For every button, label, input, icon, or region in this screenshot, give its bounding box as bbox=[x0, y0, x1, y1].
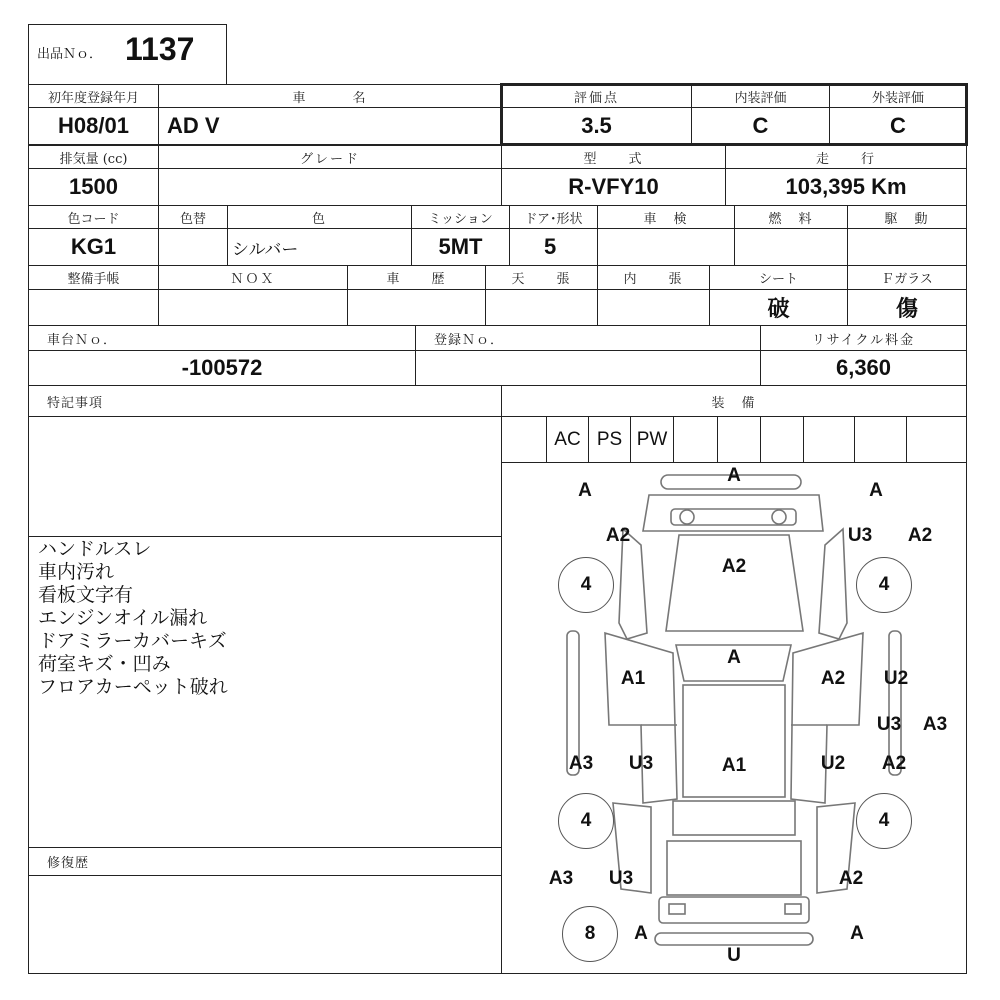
glass-label: Ｆガラス bbox=[847, 265, 967, 290]
maint-value bbox=[28, 289, 159, 326]
mileage-value: 103,395 Km bbox=[725, 168, 967, 206]
nox-value bbox=[158, 289, 348, 326]
first-reg-value: H08/01 bbox=[28, 107, 159, 145]
damage-mark: U3 bbox=[628, 753, 654, 774]
damage-mark: A bbox=[634, 923, 648, 944]
damage-mark: A2 bbox=[820, 668, 846, 689]
recycle-label: リサイクル料金 bbox=[760, 325, 967, 351]
note-line: エンジンオイル漏れ bbox=[38, 607, 208, 629]
damage-mark: A2 bbox=[907, 525, 933, 546]
interior-value: C bbox=[691, 107, 830, 145]
hood-shape bbox=[666, 535, 803, 631]
equip-ps: PS bbox=[588, 416, 631, 463]
model-value: R-VFY10 bbox=[501, 168, 726, 206]
reg-value bbox=[415, 350, 761, 386]
seat-label: シート bbox=[709, 265, 848, 290]
equip-cell bbox=[906, 416, 967, 463]
note-line: 荷室キズ・凹み bbox=[38, 653, 171, 675]
lot-box bbox=[28, 24, 227, 85]
damage-mark: U3 bbox=[876, 714, 902, 735]
inspection-value bbox=[597, 228, 735, 266]
equip-cell bbox=[854, 416, 907, 463]
tire-front-left: 4 bbox=[558, 557, 614, 613]
equip-ac: AC bbox=[546, 416, 589, 463]
car-name-value: AD V bbox=[158, 107, 502, 145]
mission-value: 5MT bbox=[411, 228, 510, 266]
score-label: 評価点 bbox=[501, 84, 692, 108]
mission-label: ミッション bbox=[411, 205, 510, 229]
history-value bbox=[347, 289, 486, 326]
interior-label: 内装評価 bbox=[691, 84, 830, 108]
front-emblem-shape bbox=[680, 510, 694, 524]
damage-mark: U3 bbox=[608, 868, 634, 889]
repair-area bbox=[28, 875, 502, 974]
note-line: フロアカーペット破れ bbox=[38, 676, 228, 698]
displacement-label: 排気量 (cc) bbox=[28, 145, 159, 169]
damage-mark: A1 bbox=[620, 668, 646, 689]
roof-shape bbox=[683, 685, 785, 797]
repaint-value bbox=[158, 228, 228, 266]
color-code-label: 色コード bbox=[28, 205, 159, 229]
chassis-value: -100572 bbox=[28, 350, 416, 386]
damage-mark: A2 bbox=[605, 525, 631, 546]
rear-bumper-shape bbox=[655, 933, 813, 945]
damage-mark: A2 bbox=[721, 556, 747, 577]
damage-mark: A2 bbox=[838, 868, 864, 889]
damage-mark: A bbox=[578, 480, 592, 501]
rear-window-shape bbox=[673, 801, 795, 835]
right-fender-shape bbox=[819, 529, 847, 639]
notes-divider bbox=[28, 536, 502, 537]
left-doors-shape bbox=[605, 633, 677, 803]
grade-label: グレード bbox=[158, 145, 502, 169]
rear-lamp-shape bbox=[669, 904, 685, 914]
inner-label: 内 張 bbox=[597, 265, 710, 290]
damage-mark: A bbox=[869, 480, 883, 501]
car-name-label: 車 名 bbox=[158, 84, 502, 108]
seat-value: 破 bbox=[709, 289, 848, 326]
reg-label: 登録Ｎｏ． bbox=[415, 325, 761, 351]
damage-mark: A bbox=[727, 465, 741, 486]
displacement-value: 1500 bbox=[28, 168, 159, 206]
damage-mark: A3 bbox=[548, 868, 574, 889]
fuel-label: 燃 料 bbox=[734, 205, 848, 229]
drive-label: 駆 動 bbox=[847, 205, 967, 229]
damage-mark: A bbox=[727, 647, 741, 668]
note-line: 看板文字有 bbox=[38, 584, 134, 606]
note-line: ハンドルスレ bbox=[38, 538, 152, 560]
color-code-value: KG1 bbox=[28, 228, 159, 266]
damage-mark: A2 bbox=[881, 753, 907, 774]
first-reg-label: 初年度登録年月 bbox=[28, 84, 159, 108]
tailgate-shape bbox=[667, 841, 801, 895]
notes-list bbox=[38, 538, 228, 699]
glass-value: 傷 bbox=[847, 289, 967, 326]
exterior-label: 外装評価 bbox=[829, 84, 967, 108]
equip-pw: PW bbox=[630, 416, 674, 463]
lot-number: 1137 bbox=[125, 31, 195, 67]
color-value: シルバー bbox=[227, 228, 412, 266]
recycle-value: 6,360 bbox=[760, 350, 967, 386]
damage-mark: A3 bbox=[922, 714, 948, 735]
rear-lamp-shape bbox=[785, 904, 801, 914]
right-doors-shape bbox=[791, 633, 863, 803]
exterior-value: C bbox=[829, 107, 967, 145]
damage-mark: A bbox=[850, 923, 864, 944]
damage-mark: U2 bbox=[883, 668, 909, 689]
mileage-label: 走 行 bbox=[725, 145, 967, 169]
damage-mark: A1 bbox=[721, 755, 747, 776]
equip-cell bbox=[760, 416, 804, 463]
equip-cell bbox=[717, 416, 761, 463]
history-label: 車 歴 bbox=[347, 265, 486, 290]
nox-label: ＮＯＸ bbox=[158, 265, 348, 290]
repaint-label: 色替 bbox=[158, 205, 228, 229]
damage-mark: A3 bbox=[568, 753, 594, 774]
notes-label: 特記事項 bbox=[28, 385, 502, 417]
tire-rear-left: 4 bbox=[558, 793, 614, 849]
equip-cell bbox=[501, 416, 547, 463]
tire-rear-right: 4 bbox=[856, 793, 912, 849]
damage-mark: U2 bbox=[820, 753, 846, 774]
roof-value bbox=[485, 289, 598, 326]
note-line: ドアミラーカバーキズ bbox=[38, 630, 227, 652]
tire-spare: 8 bbox=[562, 906, 618, 962]
fuel-value bbox=[734, 228, 848, 266]
note-line: 車内汚れ bbox=[38, 561, 115, 583]
maint-label: 整備手帳 bbox=[28, 265, 159, 290]
roof-label: 天 張 bbox=[485, 265, 598, 290]
door-value: 5 bbox=[509, 228, 598, 266]
rear-panel-shape bbox=[659, 897, 809, 923]
damage-mark: U bbox=[727, 945, 741, 966]
model-label: 型 式 bbox=[501, 145, 726, 169]
score-value: 3.5 bbox=[501, 107, 692, 145]
chassis-label: 車台Ｎｏ． bbox=[28, 325, 416, 351]
score-frame bbox=[500, 83, 968, 146]
tire-front-right: 4 bbox=[856, 557, 912, 613]
repair-label: 修復歴 bbox=[28, 847, 502, 876]
front-emblem-shape bbox=[772, 510, 786, 524]
equip-cell bbox=[673, 416, 718, 463]
drive-value bbox=[847, 228, 967, 266]
color-label: 色 bbox=[227, 205, 412, 229]
grade-value bbox=[158, 168, 502, 206]
equip-cell bbox=[803, 416, 855, 463]
inspection-label: 車 検 bbox=[597, 205, 735, 229]
equipment-label: 装 備 bbox=[501, 385, 967, 417]
damage-mark: U3 bbox=[847, 525, 873, 546]
door-label: ドア･形状 bbox=[509, 205, 598, 229]
lot-label: 出品Ｎｏ． bbox=[37, 47, 103, 62]
inner-value bbox=[597, 289, 710, 326]
